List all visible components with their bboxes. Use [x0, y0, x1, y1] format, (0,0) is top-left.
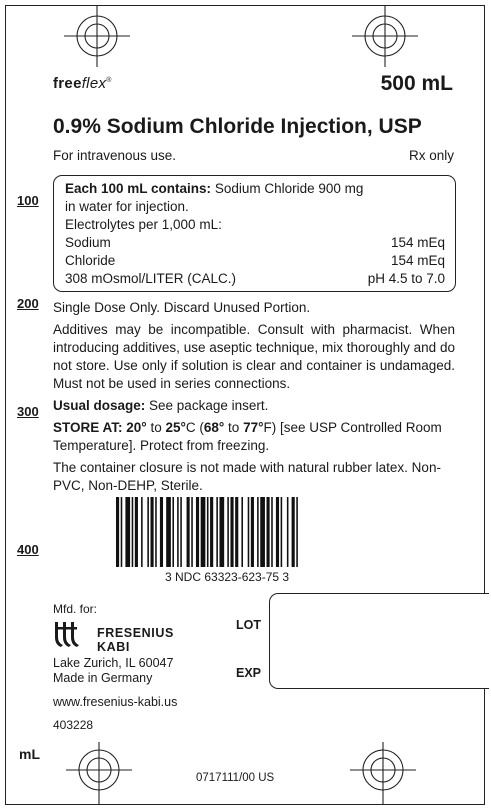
barcode-bar: [150, 497, 153, 567]
composition-box: [53, 175, 456, 292]
barcode-bar: [230, 497, 233, 567]
barcode-bar: [132, 497, 134, 567]
registration-mark-bottom-right: [350, 742, 416, 805]
barcode: [116, 497, 301, 567]
barcode-bar: [121, 497, 123, 567]
ph-value: pH 4.5 to 7.0: [367, 271, 445, 286]
registration-mark-top-right: [352, 5, 418, 67]
brand-logo: freeflex®: [53, 75, 112, 92]
barcode-bar: [210, 497, 213, 567]
single-dose-notice: Single Dose Only. Discard Unused Portion.: [53, 300, 311, 315]
barcode-bar: [147, 497, 149, 567]
composition-heading: Each 100 mL contains:: [65, 181, 212, 196]
electrolyte-row: [65, 252, 445, 270]
barcode-bar: [235, 497, 238, 567]
scale-unit: mL: [19, 746, 40, 762]
route-of-administration: For intravenous use.: [53, 148, 177, 163]
barcode-bar: [160, 497, 163, 567]
electrolyte-label: Sodium: [65, 235, 111, 250]
scale-400: 400: [17, 542, 39, 557]
document-code: 0717111/00 US: [196, 772, 275, 784]
ndc-number: 3 NDC 63323-623-75 3: [165, 570, 290, 584]
barcode-bar: [172, 497, 174, 567]
barcode-bar: [201, 497, 206, 567]
composition-line-2: in water for injection.: [65, 199, 189, 214]
barcode-bar: [180, 497, 182, 567]
barcode-bar: [141, 497, 143, 567]
barcode-bar: [281, 497, 283, 567]
lot-exp-imprint-box: [269, 593, 489, 689]
barcode-bar: [177, 497, 179, 567]
company-name-line-2: KABI: [97, 640, 130, 654]
lot-label: LOT: [236, 618, 261, 632]
additives-warning: Additives may be incompatible. Consult with pharmacist. When introducing additives, use aseptic technique, mix thoroughly and do not store. Use only if solution is clear and container is undamaged. Must not be used in series connections.: [53, 322, 455, 391]
barcode-bar: [219, 497, 224, 567]
label-code: 403228: [53, 718, 94, 732]
composition-heading-line: [65, 180, 445, 198]
barcode-bar: [187, 497, 190, 567]
manufactured-for-label: Mfd. for:: [53, 602, 98, 616]
scale-100: 100: [17, 193, 39, 208]
company-website: www.fresenius-kabi.us: [53, 695, 178, 709]
barcode-bar: [116, 497, 119, 567]
barcode-bar: [276, 497, 279, 567]
barcode-bar: [251, 497, 254, 567]
electrolyte-row: [65, 270, 445, 288]
electrolyte-row: [65, 234, 445, 252]
product-title: 0.9% Sodium Chloride Injection, USP: [53, 115, 422, 138]
barcode-bar: [166, 497, 171, 567]
electrolyte-label: Chloride: [65, 253, 116, 268]
registration-mark-bottom-left: [66, 742, 132, 805]
electrolyte-value: 154 mEq: [390, 253, 445, 268]
closure-statement: The container closure is not made with natural rubber latex. Non-PVC, Non-DEHP, Sterile.: [53, 460, 441, 493]
barcode-bar: [227, 497, 229, 567]
registration-mark-top-left: [64, 5, 130, 67]
usual-dosage: [53, 397, 455, 415]
electrolyte-value: 154 mEq: [390, 235, 445, 250]
rx-only: Rx only: [408, 148, 454, 163]
barcode-bar: [271, 497, 273, 567]
barcode-bar: [241, 497, 243, 567]
fresenius-kabi-logo-icon: [53, 619, 81, 647]
barcode-bar: [207, 497, 209, 567]
barcode-bar: [155, 497, 157, 567]
barcode-bar: [248, 497, 250, 567]
barcode-bar: [257, 497, 259, 567]
barcode-bar: [296, 497, 298, 567]
barcode-bar: [216, 497, 218, 567]
exp-label: EXP: [236, 666, 262, 680]
barcode-bar: [260, 497, 265, 567]
scale-300: 300: [17, 404, 39, 419]
country-of-origin: Made in Germany: [53, 671, 153, 685]
barcode-bar: [287, 497, 289, 567]
barcode-bar: [267, 497, 270, 567]
osmolarity-label: 308 mOsmol/LITER (CALC.): [65, 271, 237, 286]
usual-dosage-label: Usual dosage:: [53, 398, 146, 413]
electrolytes-heading: Electrolytes per 1,000 mL:: [65, 217, 222, 232]
barcode-bar: [135, 497, 138, 567]
barcode-bar: [191, 497, 193, 567]
barcode-bar: [125, 497, 130, 567]
usual-dosage-text: See package insert.: [145, 398, 269, 413]
volume: 500 mL: [380, 72, 453, 95]
company-name-line-1: FRESENIUS: [97, 626, 174, 640]
composition-heading-rest: Sodium Chloride 900 mg: [211, 181, 364, 196]
company-city: Lake Zurich, IL 60047: [53, 656, 174, 670]
barcode-bar: [196, 497, 199, 567]
storage-instructions: STORE AT: 20° to 25°C (68° to 77°F) [see USP Controlled Room Temperature]. Protect from freezing.: [53, 420, 442, 453]
barcode-bar: [292, 497, 295, 567]
scale-200: 200: [17, 296, 39, 311]
